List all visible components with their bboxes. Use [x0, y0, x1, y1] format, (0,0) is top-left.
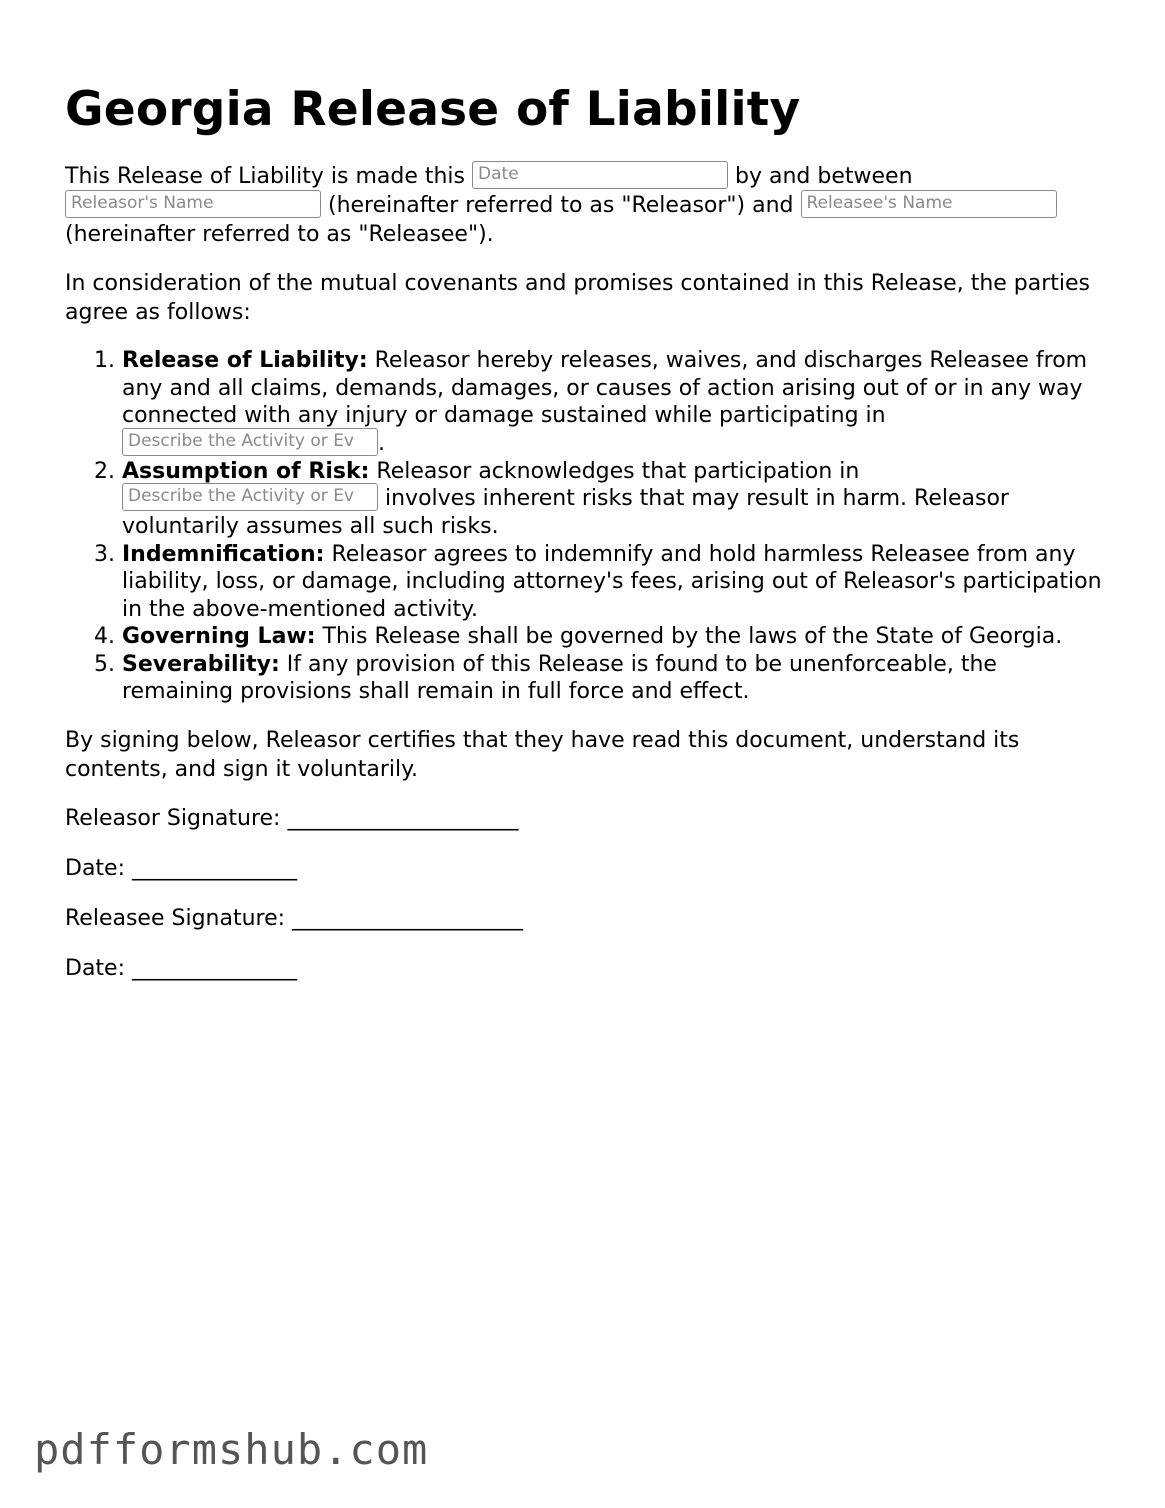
releasor-date-line[interactable]: Date: _______________ — [65, 855, 297, 881]
releasee-date-line[interactable]: Date: _______________ — [65, 955, 297, 981]
terms-list — [65, 347, 1105, 706]
consideration-paragraph: In consideration of the mutual covenants and promises contained in this Release, the parties agree as follows: — [65, 271, 1091, 325]
date-field[interactable]: Date — [472, 161, 728, 189]
activity-field-2[interactable]: Describe the Activity or Ev — [122, 483, 378, 511]
watermark: pdfformshub.com — [34, 1425, 429, 1474]
certification-paragraph: By signing below, Releasor certifies that they have read this document, understand its contents, and sign it voluntarily. — [65, 727, 1020, 782]
list-item-release — [122, 347, 1105, 458]
item-text: Releasor agrees to indemnify and hold harmless Releasee from any liability, loss, or damage, including attorney's fees, arising out of Releasor's participation in the above-mentioned activity. — [122, 541, 1102, 622]
list-item-governing-law — [122, 623, 1105, 651]
item-heading: Release of Liability: — [122, 348, 368, 373]
item-text: This Release shall be governed by the laws of the State of Georgia. — [322, 624, 1063, 649]
releasee-name-field[interactable]: Releasee's Name — [801, 190, 1057, 218]
list-item-severability — [122, 651, 1105, 706]
item-after: involves inherent risks that may result in harm. Releasor voluntarily assumes all such risks. — [122, 486, 1009, 539]
item-heading: Indemnification: — [122, 541, 325, 567]
intro-paragraph — [65, 162, 1105, 249]
document-page — [65, 80, 1105, 1004]
item-heading: Severability: — [122, 651, 280, 677]
list-item-indemnification — [122, 541, 1105, 624]
item-text: Releasor hereby releases, waives, and discharges Releasee from any and all claims, demands, damages, or causes of action arising out of or in any way connected with any injury or damage sustained while participating in — [122, 348, 1088, 428]
intro-text-2: by and between — [735, 164, 913, 189]
releasee-signature-line[interactable]: Releasee Signature: _____________________ — [65, 905, 524, 931]
releasor-name-field[interactable]: Releasor's Name — [65, 190, 321, 218]
item-text: If any provision of this Release is found to be unenforceable, the remaining provisions shall remain in full force and effect. — [122, 651, 997, 704]
item-heading: Governing Law: — [122, 624, 316, 649]
item-after: . — [378, 430, 385, 456]
activity-field-1[interactable]: Describe the Activity or Ev — [122, 428, 378, 456]
item-text: Releasor acknowledges that participation in — [376, 458, 860, 484]
page-title: Georgia Release of Liability — [65, 82, 801, 137]
releasor-signature-line[interactable]: Releasor Signature: _____________________ — [65, 805, 519, 831]
intro-text-3: (hereinafter referred to as "Releasor") and — [328, 193, 794, 218]
list-item-assumption — [122, 458, 1105, 541]
item-heading: Assumption of Risk: — [122, 458, 370, 484]
intro-text-4: (hereinafter referred to as "Releasee"). — [65, 222, 494, 247]
intro-text-1: This Release of Liability is made this — [65, 164, 466, 189]
